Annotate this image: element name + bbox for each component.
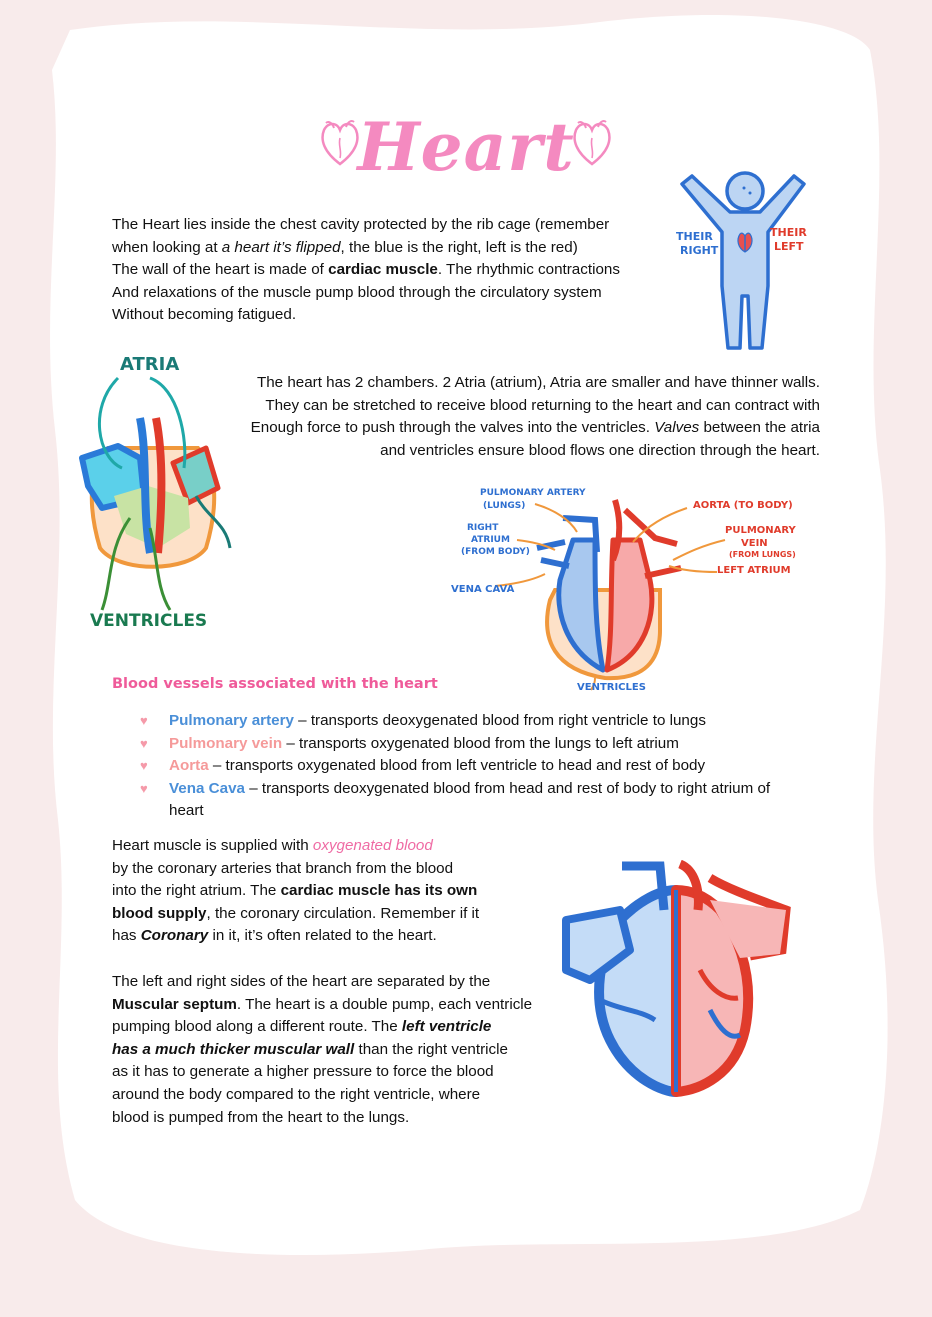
vessels-heading: Blood vessels associated with the heart xyxy=(112,676,438,692)
vessel-description: – transports deoxygenated blood from right ventricle to lungs xyxy=(293,712,706,729)
coronary-paragraph: Heart muscle is supplied with oxygenated blood by the coronary arteries that branch from the blood into the right atrium. The cardiac muscle has its own blood supply, the coronary circulation. Remember if it has Coronary in it, it’s often related to the heart. xyxy=(112,837,480,945)
svg-text:RIGHT: RIGHT xyxy=(467,523,499,533)
their-right-label: THEIR xyxy=(676,230,713,243)
svg-text:(LUNGS): (LUNGS) xyxy=(483,501,526,511)
person-figure-illustration xyxy=(670,166,820,356)
svg-text:AORTA (TO BODY): AORTA (TO BODY) xyxy=(693,500,793,511)
vessel-description: – transports deoxygenated blood from head and rest of body to right atrium of heart xyxy=(169,779,771,820)
svg-text:LEFT ATRIUM: LEFT ATRIUM xyxy=(717,565,791,576)
heart-bullet-icon: ♥ xyxy=(140,735,148,751)
svg-text:(FROM LUNGS): (FROM LUNGS) xyxy=(729,550,796,559)
atria-label: ATRIA xyxy=(120,354,180,375)
svg-text:RIGHT: RIGHT xyxy=(680,244,719,257)
vessel-name: Aorta xyxy=(169,757,209,775)
vessels-list xyxy=(140,710,800,823)
vessel-list-item xyxy=(140,755,800,778)
svg-text:LEFT: LEFT xyxy=(774,240,804,253)
heart-bullet-icon: ♥ xyxy=(140,758,148,774)
labelled-heart-diagram xyxy=(445,480,815,695)
vessel-name: Pulmonary vein xyxy=(169,734,283,752)
heart-bullet-icon: ♥ xyxy=(140,713,148,728)
vessel-description: – transports oxygenated blood from the lungs to left atrium xyxy=(282,734,679,752)
vessel-list-item xyxy=(140,778,800,823)
heart-icon xyxy=(570,118,614,168)
svg-text:PULMONARY ARTERY: PULMONARY ARTERY xyxy=(480,488,586,498)
page-title: Heart xyxy=(357,108,575,186)
ventricles-label: VENTRICLES xyxy=(90,611,208,631)
their-left-label: THEIR xyxy=(770,226,807,239)
svg-text:VEIN: VEIN xyxy=(741,538,768,549)
vessel-name: Pulmonary artery xyxy=(169,712,294,729)
svg-text:VENA CAVA: VENA CAVA xyxy=(451,584,515,595)
svg-text:ATRIUM: ATRIUM xyxy=(471,535,510,545)
vessel-description: – transports oxygenated blood from left ventricle to head and rest of body xyxy=(208,757,706,775)
vessel-list-item xyxy=(140,733,800,756)
heart-chambers-illustration xyxy=(78,348,233,633)
svg-text:(FROM BODY): (FROM BODY) xyxy=(461,547,530,557)
chambers-paragraph: The heart has 2 chambers. 2 Atria (atrium), Atria are smaller and have thinner walls. They can be stretched to receive blood returning to the heart and can contract with Enough force to push through the valves into the ventricles. Valves between the atria and ventricles ensure blood flows one direction through the heart. xyxy=(250,374,820,459)
heart-septum-illustration xyxy=(560,860,792,1100)
vessel-list-item xyxy=(140,710,800,733)
heart-bullet-icon: ♥ xyxy=(140,780,148,796)
svg-text:PULMONARY: PULMONARY xyxy=(725,525,796,536)
svg-text:VENTRICLES: VENTRICLES xyxy=(577,682,646,693)
vessel-name: Vena Cava xyxy=(169,779,245,797)
intro-paragraph: The Heart lies inside the chest cavity protected by the rib cage (remember when looking at a heart it’s flipped, the blue is the right, left is the red) The wall of the heart is made of cardiac muscle. The rhythmic contractions And relaxations of the muscle pump blood through the circulatory system Without becoming fatigued. xyxy=(112,216,620,324)
septum-paragraph: The left and right sides of the heart are separated by the Muscular septum. The heart is a double pump, each ventricle pumping blood along a different route. The left ventricle has a much thicker muscular wall than the right ventricle as it has to generate a higher pressure to force the blood around the body compared to the right ventricle, where blood is pumped from the heart to the lungs. xyxy=(112,973,533,1126)
